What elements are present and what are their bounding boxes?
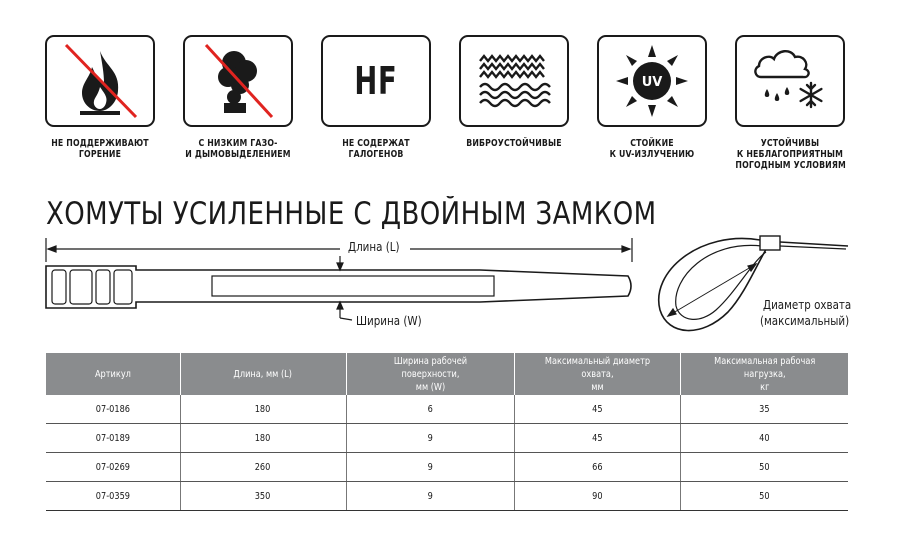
table-cell: 180: [180, 395, 346, 424]
cable-tie-diagram: [0, 232, 900, 342]
table-cell: 07-0186: [46, 395, 180, 424]
feature-uv-resistant: [582, 35, 722, 160]
feature-caption: С НИЗКИМ ГАЗО- И ДЫМОВЫДЕЛЕНИЕМ: [185, 138, 291, 160]
table-row: [46, 453, 848, 482]
length-label: Длина (L): [348, 240, 400, 254]
table-cell: 9: [346, 482, 514, 511]
table-cell: 9: [346, 453, 514, 482]
page-title: ХОМУТЫ УСИЛЕННЫЕ С ДВОЙНЫМ ЗАМКОМ: [46, 196, 657, 232]
table-cell: 07-0189: [46, 424, 180, 453]
flame-crossed-icon: [45, 35, 155, 127]
feature-caption: ВИБРОУСТОЙЧИВЫЕ: [466, 138, 562, 149]
table-header-row: [46, 353, 848, 395]
table-row: [46, 482, 848, 511]
table-cell: 90: [514, 482, 680, 511]
table-cell: 45: [514, 395, 680, 424]
table-cell: 50: [680, 453, 848, 482]
feature-caption: НЕ ПОДДЕРЖИВАЮТ ГОРЕНИЕ: [51, 138, 149, 160]
table-cell: 6: [346, 395, 514, 424]
weather-icon: [735, 35, 845, 127]
smoke-crossed-icon: [183, 35, 293, 127]
feature-vibration-resistant: [444, 35, 584, 149]
feature-no-combustion: [30, 35, 170, 160]
table-cell: 66: [514, 453, 680, 482]
table-cell: 350: [180, 482, 346, 511]
col-header-length: Длина, мм (L): [180, 353, 346, 395]
width-label: Ширина (W): [356, 314, 422, 328]
feature-icons-row: [0, 35, 900, 185]
uv-label: UV: [641, 75, 663, 90]
table-cell: 260: [180, 453, 346, 482]
diameter-label-sub: (максимальный): [760, 314, 850, 328]
table-cell: 9: [346, 424, 514, 453]
table-cell: 07-0359: [46, 482, 180, 511]
spec-table: [46, 353, 848, 511]
feature-caption: УСТОЙЧИВЫ К НЕБЛАГОПРИЯТНЫМ ПОГОДНЫМ УСЛОВИЯМ: [735, 138, 846, 171]
feature-caption: НЕ СОДЕРЖАТ ГАЛОГЕНОВ: [342, 138, 410, 160]
uv-sun-icon: [597, 35, 707, 127]
feature-weather-resistant: [720, 35, 860, 171]
table-cell: 35: [680, 395, 848, 424]
col-header-load: Максимальная рабочая нагрузка, кг: [680, 353, 848, 395]
table-row: [46, 424, 848, 453]
diameter-label: Диаметр охвата: [763, 298, 852, 312]
col-header-width: Ширина рабочей поверхности, мм (W): [346, 353, 514, 395]
table-cell: 45: [514, 424, 680, 453]
hf-icon: HF: [321, 35, 431, 127]
col-header-article: Артикул: [46, 353, 180, 395]
table-cell: 180: [180, 424, 346, 453]
table-cell: 40: [680, 424, 848, 453]
table-cell: 50: [680, 482, 848, 511]
feature-halogen-free: [306, 35, 446, 160]
feature-caption: СТОЙКИЕ К UV-ИЗЛУЧЕНИЮ: [609, 138, 695, 160]
table-cell: 07-0269: [46, 453, 180, 482]
table-row: [46, 395, 848, 424]
col-header-diameter: Максимальный диаметр охвата, мм: [514, 353, 680, 395]
vibration-icon: [459, 35, 569, 127]
feature-low-smoke: [168, 35, 308, 160]
